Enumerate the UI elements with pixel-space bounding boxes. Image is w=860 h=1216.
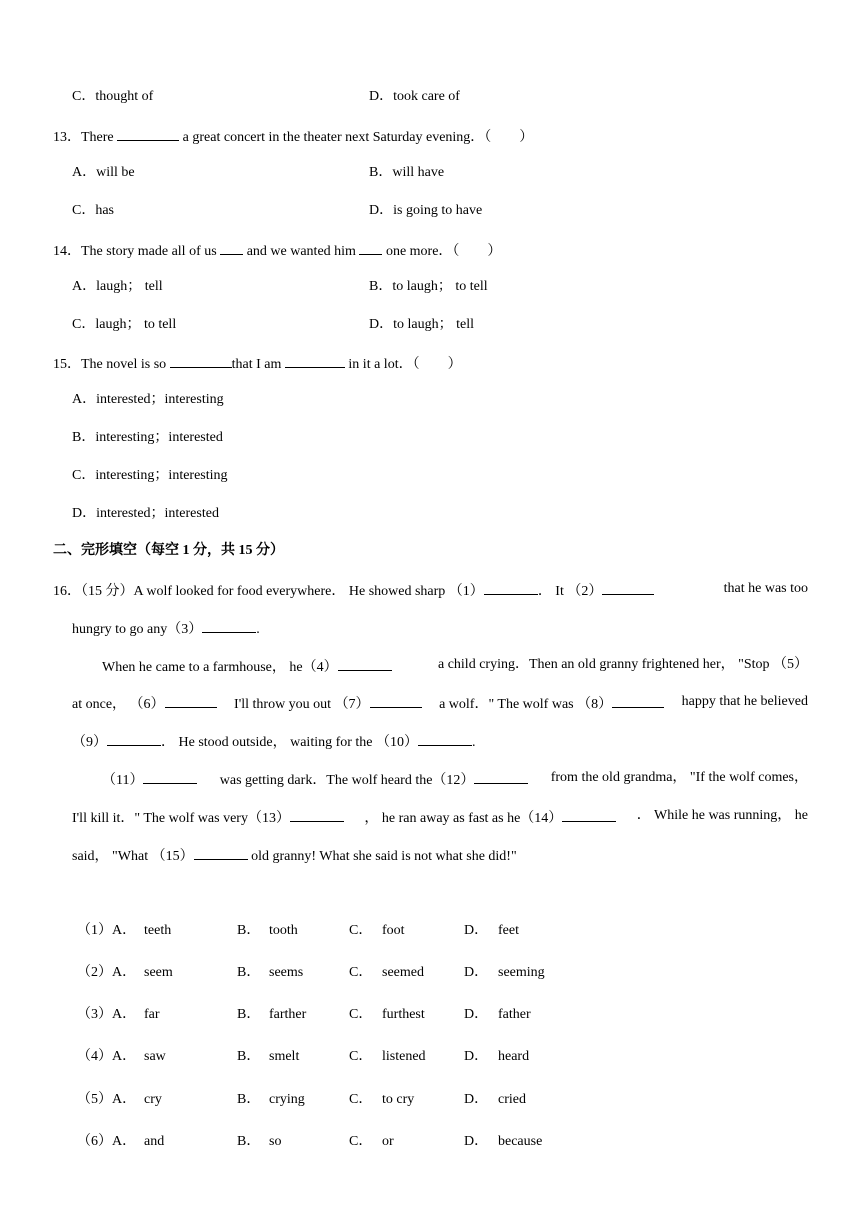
passage-line: hungry to go any（3） . xyxy=(72,619,260,638)
q14-option-a: A．laugh； tell xyxy=(72,279,163,294)
answer-blank xyxy=(143,770,197,784)
passage-line: （11） was getting dark．The wolf heard the（12） from the old grandma， "If the wolf comes， xyxy=(102,770,808,788)
q13-stem: 13．There a great concert in the theater next Saturday evening．（ ） xyxy=(53,127,533,146)
answer-blank xyxy=(612,694,664,708)
q13-option-a: A．will be xyxy=(72,165,135,180)
q14-stem: 14．The story made all of us and we wanted him one more．（ ） xyxy=(53,241,501,260)
passage-line: I'll kill it．" The wolf was very（13） ， he ran away as fast as he（14） ． While he was running， he xyxy=(72,808,808,826)
answer-blank xyxy=(170,354,232,368)
q15-option-c: C．interesting；interesting xyxy=(72,468,228,483)
answer-blank xyxy=(220,241,243,255)
q14-option-d: D．to laugh； tell xyxy=(369,317,474,332)
answer-blank xyxy=(165,694,217,708)
answer-blank xyxy=(202,619,256,633)
q14-option-b: B．to laugh； to tell xyxy=(369,279,488,294)
answer-blank xyxy=(194,846,248,860)
q15-stem: 15．The novel is so that I am in it a lot．（ ） xyxy=(53,354,462,373)
answer-blank xyxy=(370,694,422,708)
answer-blank xyxy=(359,241,382,255)
section-title: 二、完形填空（每空 1 分，共 15 分） xyxy=(53,543,284,558)
q15-option-b: B．interesting；interested xyxy=(72,430,223,445)
passage-line: said， "What （15） old granny! What she said is not what she did!" xyxy=(72,846,517,865)
q13-option-c: C．has xyxy=(72,203,114,218)
passage-line: 16．（15 分）A wolf looked for food everywhere． He showed sharp （1） ． It （2） that he was too xyxy=(53,581,808,599)
answer-blank xyxy=(602,581,654,595)
q15-option-d: D．interested；interested xyxy=(72,506,219,521)
q13-option-b: B．will have xyxy=(369,165,445,180)
q12-option-c: C．thought of xyxy=(72,89,154,104)
answer-blank xyxy=(117,127,179,141)
answer-blank xyxy=(562,808,616,822)
answer-blank xyxy=(107,732,161,746)
answer-blank xyxy=(338,657,392,671)
q14-option-c: C．laugh； to tell xyxy=(72,317,177,332)
q12-option-d: D．took care of xyxy=(369,89,460,104)
answer-blank xyxy=(484,581,538,595)
passage-line: at once， （6） I'll throw you out （7） a wolf．" The wolf was （8） happy that he believed xyxy=(72,694,808,712)
answer-blank xyxy=(418,732,472,746)
q13-option-d: D．is going to have xyxy=(369,203,483,218)
answer-blank xyxy=(290,808,344,822)
passage-line: （9） ． He stood outside， waiting for the （10） . xyxy=(72,732,476,751)
answer-blank xyxy=(285,354,345,368)
q15-option-a: A．interested；interesting xyxy=(72,392,224,407)
passage-line: When he came to a farmhouse， he（4） a child crying．Then an old granny frightened her， "Stop （5） xyxy=(102,657,808,675)
answer-blank xyxy=(474,770,528,784)
